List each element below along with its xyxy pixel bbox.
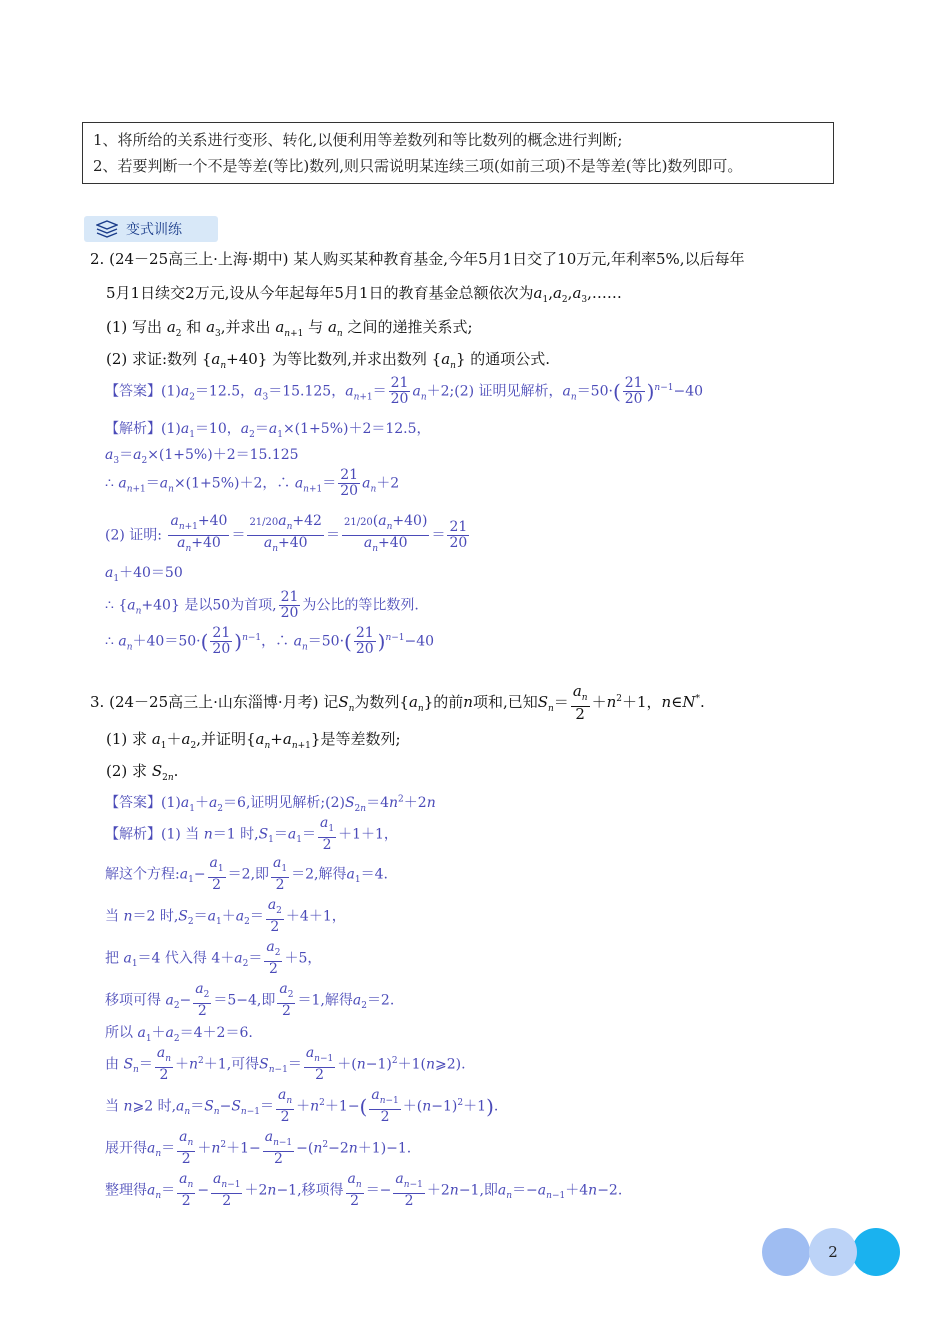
q3-source: (24－25高三上·山东淄博·月考) <box>109 693 319 711</box>
tip-line-1: 1、将所给的关系进行变形、转化,以便利用等差数列和等比数列的概念进行判断; <box>93 131 623 149</box>
q2-therefore-a: 是以50为首项, <box>184 597 277 614</box>
q2-part2-b: 为等比数列,并求出数列 <box>272 350 427 368</box>
q2-text-2: 5月1日续交2万元,设从今年起每年5月1日的教育基金总额依次为 <box>106 284 534 302</box>
page-badge-circle-left <box>762 1228 810 1276</box>
q3-part-2: (2) 求 $S_{2n}$. <box>106 762 179 783</box>
q3-s6a: 所以 <box>105 1025 133 1041</box>
q3-step-3: 当 n＝2 时$,S_2=a_1+a_2=$ $\frac{a_2}{2}$ ＋4＋1， <box>105 897 346 935</box>
q3-step-9: 展开得$a_n=$ $\frac{a_n}{2}$ $+n^2+1-$ $\frac{a_{n-1}}{2}$ $-(n^2-2n+1)-1$. <box>105 1129 412 1167</box>
q3-analysis-label: 【解析】 <box>105 826 161 843</box>
q2-part-1: (1) 写出 $a_2$ 和 $a_3$,并求出 $a_{n+1}$ 与 $a_n$ 之间的递推关系式; <box>106 318 473 339</box>
q2-part1-a: (1) 写出 <box>106 318 163 336</box>
q3-s2a: 解这个方程: <box>105 866 180 883</box>
q3-s7a: 由 <box>105 1056 119 1073</box>
q2-proof-label: (2) 证明: <box>105 527 162 544</box>
q3-step-4: 把 $a_1=4$ 代入得 $4+a_2=$ $\frac{a_2}{2}$ ＋5， <box>105 939 322 977</box>
q2-text-2b: ,…… <box>587 284 622 302</box>
q3-s4b: 代入得 <box>164 950 207 967</box>
q2-analysis-3: ∴ $a_{n+1}=a_n\times(1+5\%)+2$，∴ $a_{n+1}=$ $\frac{21}{20}$ $a_n+2$ <box>105 467 400 499</box>
q3-step-8: 当 n⩾2 时$,a_n=S_n-S_{n-1}=$ $\frac{a_n}{2}$ $+n^2+1-$( $\frac{a_{n-1}}{2}$ $+(n-1)^2+1$). <box>105 1087 499 1125</box>
q3-s10b: ,移项得 <box>297 1182 344 1199</box>
q2-part1-b: 和 <box>186 318 202 336</box>
q3-answer: 【答案】$(1)a_1+a_2=6$,证明见解析$;(2)S_{2n}=4n^2+2n$ <box>105 794 436 814</box>
q2-number: 2. <box>90 250 105 268</box>
section-tag <box>84 216 218 242</box>
q3-s9a: 展开得 <box>105 1140 147 1157</box>
page-badge-circle-right <box>852 1228 900 1276</box>
q3-s5a: 移项可得 <box>105 992 161 1009</box>
q3-step-5: 移项可得 $a_2-$ $\frac{a_2}{2}$ ＝5−4,即 $\frac{a_2}{2}$ ＝1,解得$a_2=2$. <box>105 981 395 1019</box>
q3-s5c: ,解得 <box>320 992 353 1009</box>
q3-s10c: ,即 <box>479 1182 498 1199</box>
q3-s1b: 时, <box>240 826 259 843</box>
q2-source: (24－25高三上·上海·期中) <box>109 250 289 268</box>
q3-step-1: 【解析】(1) 当 n＝1 时$,S_1=a_1=$ $\frac{a_1}{2}$ ＋1＋1， <box>105 815 398 853</box>
q2-therefore-b: 为公比的等比数列. <box>302 597 419 614</box>
q3-s10a: 整理得 <box>105 1182 147 1199</box>
q3-s5b: ,即 <box>256 992 276 1009</box>
q2-line-2: 5月1日续交2万元,设从今年起每年5月1日的教育基金总额依次为$a_1,a_2,a_3,\dots\dots$ <box>106 284 622 305</box>
q3-s1a: (1) 当 <box>161 826 200 843</box>
page-number: 2 <box>828 1243 838 1261</box>
tip-line-2: 2、若要判断一个不是等差(等比)数列,则只需说明某连续三项(如前三项)不是等差(等比)数列即可。 <box>93 157 743 175</box>
q3-s8a: 当 <box>105 1098 119 1115</box>
q3-answer-mid: ,证明见解析;(2) <box>245 795 345 811</box>
q2-answer-label: 【答案】 <box>105 383 161 400</box>
q2-analysis-2: $a_3=a_2\times(1+5\%)+2=15.125$ <box>105 447 299 466</box>
q2-part1-d: 与 <box>308 318 324 336</box>
q2-analysis-1: 【解析】$(1)a_1=10$，$a_2=a_1\times(1+5\%)+2=12.5$， <box>105 421 431 440</box>
q2-analysis-4: $a_1+40=50$ <box>105 565 183 584</box>
q2-analysis-label: 【解析】 <box>105 421 161 437</box>
q3-s2c: ,解得 <box>314 866 347 883</box>
q2-part2-a: (2) 求证:数列 <box>106 350 198 368</box>
q2-answer: 【答案】$(1)a_2=12.5$，$a_3=15.125$，$a_{n+1}=$ $\frac{21}{20}$ $a_n+2;(2)$ 证明见解析，$a_n=50\cdot$( $\frac{21}{20}$ )$^{n-1}$−40 <box>105 375 704 407</box>
q3-part2-a: (2) 求 <box>106 762 148 780</box>
q3-s2b: ,即 <box>250 866 270 883</box>
q3-s8b: 时, <box>157 1098 177 1115</box>
q3-text-1d: 项和,已知 <box>472 693 538 711</box>
q3-step-10: 整理得$a_n=$ $\frac{a_n}{2}$ − $\frac{a_{n-1}}{2}$ ＋2n−1,移项得 $\frac{a_n}{2}$ ＝− $\frac{a_{n-1}}{2}$ ＋2n−1,即$a_n=-a_{n-1}+4n-2$. <box>105 1171 623 1209</box>
q2-proof: (2) 证明: $\frac{a_{n+1}+40}{a_n+40}$ ＝ $\frac{21/20a_n+42}{a_n+40}$ ＝ $\frac{21/20(a_n+40)}{a_n+40}$ ＝ $\frac{21}{20}$ <box>105 513 468 554</box>
q3-text-1b: 为数列 <box>354 693 400 711</box>
q2-part2-c: 的通项公式. <box>470 350 551 368</box>
q2-text-1: 某人购买某种教育基金,今年5月1日交了10万元,年利率5%,以后每年 <box>293 250 745 268</box>
q3-answer-label: 【答案】 <box>105 795 161 811</box>
q3-text-1c: 的前 <box>433 693 464 711</box>
q2-analysis-5: ∴ $\{a_n+40\}$ 是以50为首项, $\frac{21}{20}$ 为公比的等比数列. <box>105 589 419 621</box>
layers-icon <box>96 220 118 238</box>
q2-part-2: (2) 求证:数列 $\{a_n+40\}$ 为等比数列,并求出数列 $\{a_n\}$ 的通项公式. <box>106 350 551 371</box>
q3-part-1: (1) 求 $a_1+a_2$,并证明$\{a_n+a_{n+1}\}$是等差数列; <box>106 730 401 751</box>
q3-step-7: 由 $S_n=$ $\frac{a_n}{2}$ $+n^2+1$,可得$S_{n-1}=$ $\frac{a_{n-1}}{2}$ $+(n-1)^2+1(n⩾2)$. <box>105 1045 466 1083</box>
page-badge <box>762 1228 902 1276</box>
q3-s3a: 当 <box>105 908 119 925</box>
q3-number: 3. <box>90 693 105 711</box>
q2-part1-e: 之间的递推关系式; <box>347 318 473 336</box>
q3-step-2: 解这个方程$:a_1-$ $\frac{a_1}{2}$ ＝2,即 $\frac{a_1}{2}$ ＝2,解得$a_1=4$. <box>105 855 388 893</box>
q2-line-1 <box>90 248 745 269</box>
q2-analysis-6: ∴ $a_n+40=50\cdot$( $\frac{21}{20}$ )$^{n-1}$，∴ $a_n=50\cdot$( $\frac{21}{20}$ )$^{n-1}$−40 <box>105 625 435 657</box>
q3-part1-c: 是等差数列; <box>320 730 401 748</box>
q3-s7b: ,可得 <box>226 1056 260 1073</box>
q3-text-1: 记 <box>323 693 339 711</box>
q3-part1-b: ,并证明 <box>196 730 246 748</box>
q3-s3b: 时, <box>159 908 179 925</box>
tip-box <box>82 122 834 184</box>
q3-line-1: 3. (24－25高三上·山东淄博·月考) 记$S_n$为数列$\{a_n\}$的前n项和,已知$S_n=$ $\frac{a_n}{2}$ $+n^2+1$，n∈N*. <box>90 682 705 723</box>
q3-s4a: 把 <box>105 950 119 967</box>
q3-part1-a: (1) 求 <box>106 730 148 748</box>
q3-step-6: 所以 $a_1+a_2=4+2=6$. <box>105 1025 253 1044</box>
q2-part1-c: ,并求出 <box>220 318 271 336</box>
section-tag-label: 变式训练 <box>126 222 182 238</box>
